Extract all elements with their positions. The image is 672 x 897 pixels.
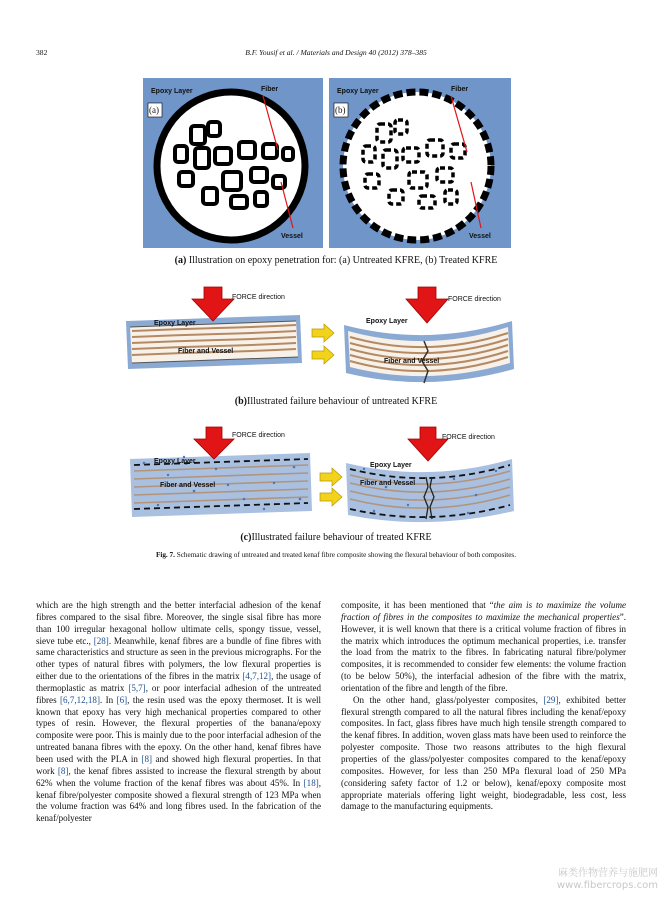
fiber-label: Fiber xyxy=(451,86,469,93)
citation-link[interactable]: [18] xyxy=(303,777,319,788)
fiber-vessel-label: Fiber and Vessel xyxy=(178,348,234,355)
panel-a-treated xyxy=(329,78,511,248)
citation-link[interactable]: [28] xyxy=(93,635,109,646)
citation-link[interactable]: [6,7,12,18] xyxy=(60,694,100,705)
force-label: FORCE direction xyxy=(232,294,285,301)
watermark: 麻类作物营养与施肥网 www.fibercrops.com xyxy=(556,868,658,891)
citation-link[interactable]: [8] xyxy=(57,765,69,776)
figure-panel-a xyxy=(143,78,511,248)
treated-beam-after xyxy=(346,427,514,522)
epoxy-layer-label: Epoxy Layer xyxy=(370,462,412,469)
yellow-arrows xyxy=(320,468,342,506)
epoxy-layer-label: Epoxy Layer xyxy=(154,458,196,465)
epoxy-layer-label: Epoxy Layer xyxy=(366,318,408,325)
panel-a-right-label: (b) xyxy=(335,105,346,115)
vessel-label: Vessel xyxy=(281,233,303,240)
fiber-label: Fiber xyxy=(261,86,279,93)
paragraph: On the other hand, glass/polyester composites, [29], exhibited better flexural strength compared to all the natural fibres including the kenaf/epoxy composites. In fact, glass fibres have much high tensile strength compared to the kenaf fibres. In addition, woven glass mats have been used to reinforce the polyester composite. Those two reasons attributes to the high flexural properties of the glass/polyester composites compared to the kenaf/epoxy composites. However, for less than 250 MPa flexural load of 250 MPa (considering safety factor of 1.2 or below), kenaf/epoxy composite most appropriate materials offering light weight, biodegradable, less cost, less damage to the manufacturing equipments. xyxy=(341,694,627,812)
epoxy-layer-label: Epoxy Layer xyxy=(154,320,196,327)
citation-link[interactable]: [5,7] xyxy=(128,682,146,693)
subcaption-b: (b)Illustrated failure behaviour of untreated KFRE xyxy=(234,396,438,407)
figure-caption: Fig. 7. Schematic drawing of untreated and treated kenaf fibre composite showing the flexural behaviour of both composites. xyxy=(155,551,517,559)
treated-beam-before xyxy=(130,427,312,517)
citation-link[interactable]: [4,7,12] xyxy=(242,671,272,682)
subcaption-a: (a) Illustration on epoxy penetration for: (a) Untreated KFRE, (b) Treated KFRE xyxy=(174,255,498,266)
panel-a-untreated xyxy=(143,78,323,248)
subcaption-c: (c)Illustrated failure behaviour of treated KFRE xyxy=(240,532,432,543)
citation-link[interactable]: [8] xyxy=(141,753,153,764)
force-label: FORCE direction xyxy=(442,434,495,441)
fiber-vessel-label: Fiber and Vessel xyxy=(360,480,416,487)
force-label: FORCE direction xyxy=(448,296,501,303)
paragraph: which are the high strength and the better interfacial adhesion of the kenaf fibres compared to the sisal fibre. Moreover, the single sisal fibre has more than 100 irregular hexagonal hollow ultimate cells, spongy tissue, vessel, sieve tube etc., [28]. Meanwhile, kenaf fibres are a bundle of fine fibres with same characteristics and structure as seen in the previous micrographs. For the other types of natural fibres with polymers, the low flexural properties is either due to the orientations of the fibres in the matrix [4,7,12], the usage of thermoplastic as matrix [5,7], or poor interfacial adhesion of the untreated fibres [6,7,12,18]. In [6], the resin used was the epoxy thermoset. It is well known that epoxy has very high mechanical properties compared to other types of resin. However, the flexural properties of the banana/epoxy composite were poor. This is mainly due to the poor interfacial adhesion of the untreated banana fibres with the epoxy. On the other hand, kenaf fibres have been used with the PLA in [8] and showed high flexural properties. In that work [8], the kenaf fibres assisted to increase the flexural strength by about 62% when the volume fraction of the kenaf fibres was about 45%. In [18], kenaf fibre/polyester composite showed a flexural strength of 123 MPa when the volume fraction was 64% and long fibres used. In the fabrication of the kenaf/polyester xyxy=(36,600,322,824)
fiber-vessel-label: Fiber and Vessel xyxy=(160,482,216,489)
citation-link[interactable]: [6] xyxy=(116,694,128,705)
paragraph: composite, it has been mentioned that “the aim is to maximize the volume fraction of fibres in the composites to maximize the mechanical properties”. However, it is well known that there is a critical volume fraction of fibres in the matrix which introduces the optimum mechanical properties, i.e. transfer the load from the matrix to the fibres. In fabricating natural fibre/polymer composites, it is recommended to consider few elements: the volume fraction (to be below 50%), the interfacial adhesion of the fibre with the matrix, orientation of the fibre and length of the fibre. xyxy=(341,600,626,693)
figure-panel-c xyxy=(124,425,554,525)
figure-panel-b xyxy=(118,285,558,390)
fiber-vessel-label: Fiber and Vessel xyxy=(384,358,440,365)
force-label: FORCE direction xyxy=(232,432,285,439)
epoxy-layer-label: Epoxy Layer xyxy=(151,88,193,95)
untreated-beam-before xyxy=(126,287,302,369)
citation-link[interactable]: [29] xyxy=(543,694,559,705)
untreated-beam-after xyxy=(344,287,514,383)
epoxy-layer-label: Epoxy Layer xyxy=(337,88,379,95)
page-number: 382 xyxy=(36,48,48,57)
vessel-label: Vessel xyxy=(469,233,491,240)
panel-a-left-label: (a) xyxy=(149,105,159,115)
journal-reference: B.F. Yousif et al. / Materials and Design 40 (2012) 378–385 xyxy=(245,48,427,57)
body-left-column xyxy=(36,600,321,825)
body-right-column xyxy=(341,600,626,813)
yellow-arrows xyxy=(312,324,334,364)
